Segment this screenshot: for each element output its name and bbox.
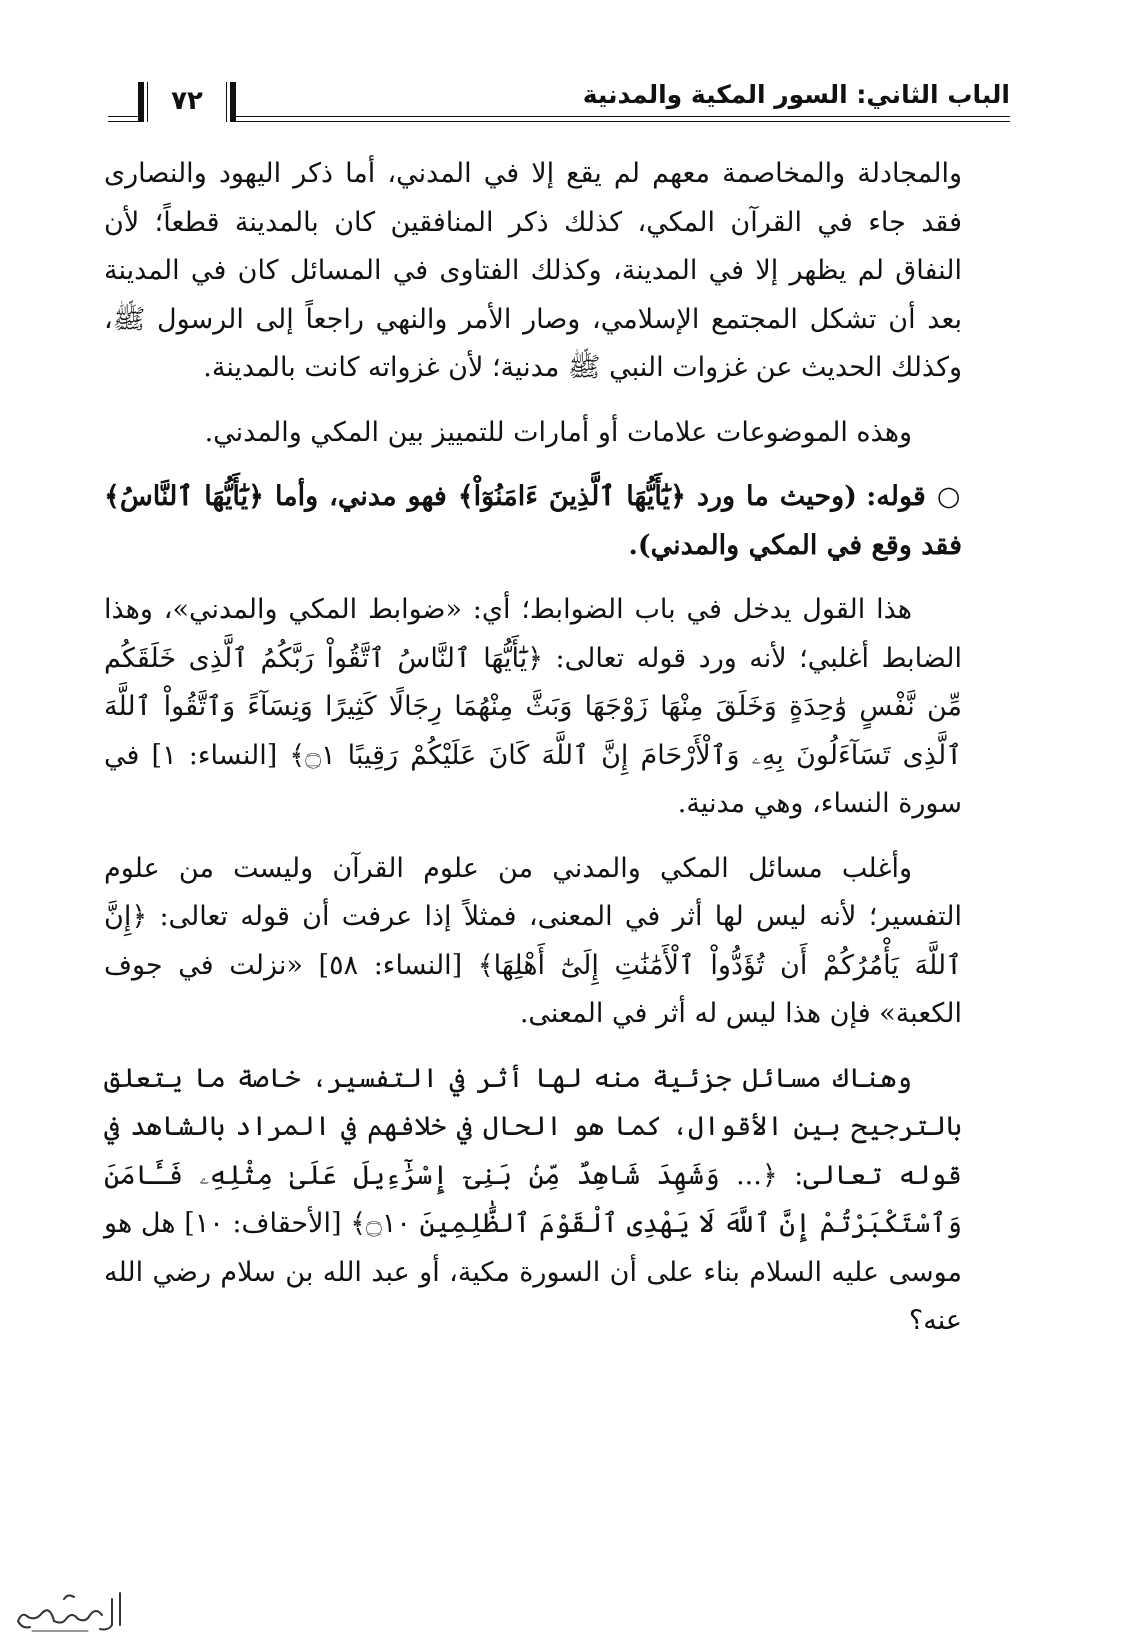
page-number: ٧٢ — [171, 86, 203, 116]
paragraph-2: وهذه الموضوعات علامات أو أمارات للتمييز بين المكي والمدني. — [204, 416, 912, 448]
paragraph-1: والمجادلة والمخاصمة معهم لم يقع إلا في المدني، أما ذكر اليهود والنصارى فقد جاء في القرآن المكي، كذلك ذكر المنافقين كان بالمدينة قطعاً؛ لأن النفاق لم يظهر إلا في المدينة، وكذلك الفتاوى في المسائل كان في المدينة بعد أن تشكل المجتمع الإسلامي، وصار الأمر والنهي راجعاً إلى الرسول ﷺ، وكذلك الحديث عن غزوات النبي ﷺ مدنية؛ لأن غزواته كانت بالمدينة. — [104, 158, 962, 383]
page-body — [104, 150, 962, 1346]
header-rule-bottom — [108, 121, 1010, 122]
page-number-frame — [138, 82, 236, 122]
paragraph-5: وأغلب مسائل المكي والمدني من علوم القرآن وليست من علوم التفسير؛ لأنه ليس لها أثر في المعنى، فمثلاً إذا عرفت أن قوله تعالى: ﴿إِنَّ ٱللَّهَ يَأْمُرُكُمْ أَن تُؤَدُّواْ ٱلْأَمَٰنَٰتِ إِلَىٰٓ أَهْلِهَا﴾ [النساء: ٥٨] «نزلت في جوف الكعبة» فإن هذا ليس له أثر في المعنى. — [104, 852, 962, 1029]
chapter-title: الباب الثاني: السور المكية والمدنية — [582, 80, 1010, 109]
paragraph-4: هذا القول يدخل في باب الضوابط؛ أي: «ضوابط المكي والمدني»، وهذا الضابط أغلبي؛ لأنه ورد قوله تعالى: ﴿يَٰٓأَيُّهَا ٱلنَّاسُ ٱتَّقُواْ رَبَّكُمُ ٱلَّذِى خَلَقَكُم مِّن نَّفْسٍ وَٰحِدَةٍ وَخَلَقَ مِنْهَا زَوْجَهَا وَبَثَّ مِنْهُمَا رِجَالًا كَثِيرًا وَنِسَآءً وَٱتَّقُواْ ٱللَّهَ ٱلَّذِى تَسَآءَلُونَ بِهِۦ وَٱلْأَرْحَامَ إِنَّ ٱللَّهَ كَانَ عَلَيْكُمْ رَقِيبًا ۝١﴾ [النساء: ١] في سورة النساء، وهي مدنية. — [104, 594, 963, 819]
running-header — [108, 78, 1010, 124]
corner-logo — [8, 1585, 128, 1637]
header-rule-top — [108, 116, 1010, 117]
paragraph-3-quote — [104, 473, 962, 570]
section-circle-mark: ○ — [936, 481, 962, 512]
paragraph-3-text: قوله: (وحيث ما ورد ﴿يَٰٓأَيُّهَا ٱلَّذِينَ ءَامَنُوٓاْ﴾ فهو مدني، وأما ﴿يَٰٓأَيُّهَا ٱلنَّاسُ﴾ فقد وقع في المكي والمدني). — [104, 481, 962, 561]
paragraph-6: وهناك مسائل جزئية منه لها أثر في التفسير، خاصة ما يتعلق بالترجيح بين الأقوال، كما هو الحال في خلافهم في المراد بالشاهد في قوله تعالى: ﴿... وَشَهِدَ شَاهِدٌ مِّنۢ بَنِىٓ إِسْرَٰٓءِيلَ عَلَىٰ مِثْلِهِۦ فَـَٔامَنَ وَٱسْتَكْبَرْتُمْ إِنَّ ٱللَّهَ لَا يَهْدِى ٱلْقَوْمَ ٱلظَّٰلِمِينَ ۝١٠﴾ [الأحقاف: ١٠] هل هو موسى عليه السلام بناء على أن السورة مكية، أو عبد الله بن سلام رضي الله عنه؟ — [104, 1062, 962, 1336]
